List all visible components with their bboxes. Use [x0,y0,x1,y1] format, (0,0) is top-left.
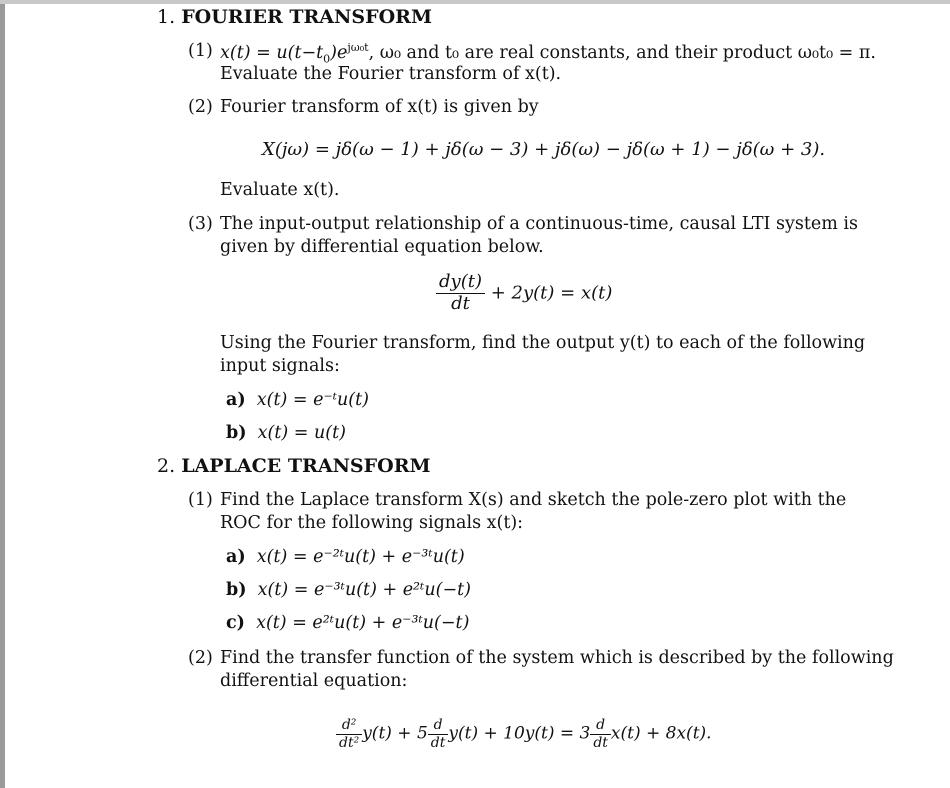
item-label: b) [226,580,247,600]
fraction-num [590,718,611,735]
item-expr: x(t) = e⁻²ᵗu(t) + e⁻³ᵗu(t) [256,547,465,567]
problem-1-1-label: (1) [188,41,213,61]
problem-1-2-equation [262,139,825,160]
problem-1-3-equation-rest: + 2y(t) = x(t) [490,282,613,304]
section-2-number: 2. [157,455,176,477]
problem-1-3-equation [436,273,612,314]
problem-1-1-expr-sub: 0 [323,52,331,66]
problem-1-2-label: (2) [188,97,213,117]
section-2-title: LAPLACE TRANSFORM [181,455,431,477]
item-label: a) [226,390,246,410]
section-1-title: FOURIER TRANSFORM [181,6,432,28]
problem-2-2-fraction-1 [336,718,362,750]
section-1-heading [157,6,432,28]
problem-1-2-line2: Evaluate x(t). [220,180,340,200]
fraction-num [428,718,449,735]
item-label: c) [226,613,245,633]
problem-2-2-term-2: y(t) + 10y(t) = 3 [448,723,591,744]
problem-1-1-expr-prefix: x(t) = u(t−t [220,42,324,63]
problem-1-3-den-text: dt [451,292,470,314]
problem-1-3-item-b [226,423,346,443]
problem-1-3-line2: given by differential equation below. [220,237,544,257]
problem-2-2-term-3: x(t) + 8x(t). [610,723,712,744]
fraction-num-text: d [433,717,443,733]
problem-2-2-fraction-2 [428,718,449,750]
fraction-den-text: dt² [339,734,360,751]
item-expr: x(t) = u(t) [257,423,346,443]
item-label: a) [226,547,246,567]
problem-1-1-expr-mid: )e [330,42,348,63]
fraction-den [336,735,362,751]
problem-1-3-num-text: dy(t) [439,271,482,292]
problem-1-2-line1: Fourier transform of x(t) is given by [220,97,539,117]
item-expr: x(t) = e⁻ᵗu(t) [256,390,369,410]
problem-2-1-label: (1) [188,490,213,510]
fraction-den-text: dt [430,734,446,751]
problem-1-1-line2: Evaluate the Fourier transform of x(t). [220,64,562,84]
problem-2-1-line1: Find the Laplace transform X(s) and sketch the pole-zero plot with the [220,490,847,510]
problem-2-1-item-c [226,613,469,633]
fraction-num-text: d [596,717,606,733]
problem-2-1-item-b [226,580,471,600]
section-1-number: 1. [157,6,176,28]
problem-1-3-item-a [226,390,369,410]
fraction-num-text: d² [341,717,357,733]
problem-2-2-equation [336,718,712,750]
problem-1-3-fraction-den [436,294,485,314]
problem-2-2-label: (2) [188,648,213,668]
problem-1-3-line1: The input-output relationship of a continuous-time, causal LTI system is [220,214,859,234]
fraction-den [428,735,449,751]
item-label: b) [226,423,247,443]
problem-2-2-line2: differential equation: [220,671,408,691]
problem-2-2-line1: Find the transfer function of the system which is described by the following [220,648,894,668]
item-expr: x(t) = e²ᵗu(t) + e⁻³ᵗu(−t) [256,613,470,633]
fraction-num [336,718,362,735]
problem-2-1-line2: ROC for the following signals x(t): [220,513,524,533]
problem-2-1-item-a [226,547,465,567]
problem-1-3-label: (3) [188,214,213,234]
problem-1-1-line1 [220,41,876,65]
problem-1-1-expr-sup: jω₀t [347,41,369,54]
problem-2-2-fraction-3 [590,718,611,750]
problem-2-2-term-1: y(t) + 5 [362,723,428,744]
item-expr: x(t) = e⁻³ᵗu(t) + e²ᵗu(−t) [257,580,471,600]
problem-1-1-expr-rest: , ω₀ and t₀ are real constants, and their product ω₀t₀ = π. [368,42,876,63]
problem-1-3-fraction-num [436,273,485,294]
problem-1-3-fraction [436,273,485,314]
problem-1-3-line3: Using the Fourier transform, find the output y(t) to each of the following [220,333,866,353]
fraction-den-text: dt [593,734,608,751]
problem-1-2-equation-text: X(jω) = jδ(ω − 1) + jδ(ω − 3) + jδ(ω) − jδ(ω + 1) − jδ(ω + 3). [262,139,826,160]
problem-1-3-line4: input signals: [220,356,340,376]
section-2-heading [157,455,431,477]
fraction-den [590,735,611,751]
